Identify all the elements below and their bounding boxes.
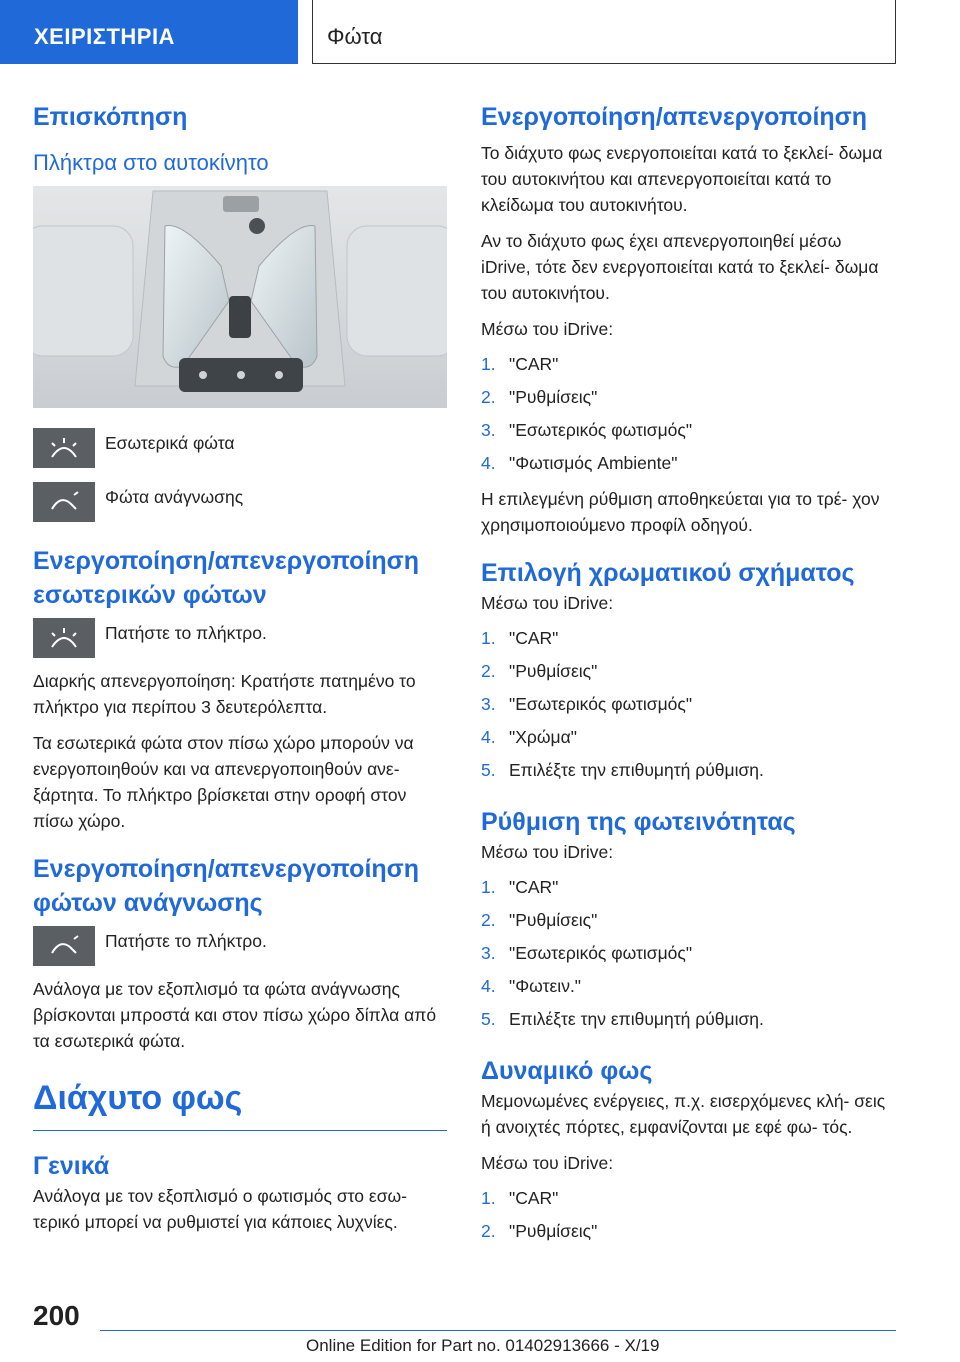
list-item: 3. "Εσωτερικός φωτισμός"	[481, 943, 693, 963]
reading-light-icon	[33, 926, 95, 966]
press-button-text: Πατήστε το πλήκτρο.	[105, 623, 267, 643]
heading-buttons: Πλήκτρα στο αυτοκίνητο	[33, 150, 269, 175]
steps-list-4	[481, 1182, 895, 1248]
header-section: ΧΕΙΡΙΣΤΗΡΙΑ	[0, 0, 298, 64]
interior-light-icon	[33, 618, 95, 658]
dynamic-text: Μεμονωμένες ενέργειες, π.χ. εισερχόμενες κλή- σεις ή ανοιχτές πόρτες, εμφανίζονται με εφέ φω- τός.	[481, 1091, 886, 1137]
list-item: 2. "Ρυθμίσεις"	[481, 1221, 598, 1241]
heading-general: Γενικά	[33, 1152, 110, 1180]
heading-ambient-onoff: Ενεργοποίηση/απενεργοποίηση	[481, 103, 868, 131]
list-item: 3. "Εσωτερικός φωτισμός"	[481, 420, 693, 440]
list-item: 1. "CAR"	[481, 628, 559, 648]
steps-list-3	[481, 871, 895, 1036]
via-idrive-text: Μέσω του iDrive:	[481, 1153, 614, 1173]
list-item: 4. "Φωτισμός Ambiente"	[481, 453, 678, 473]
reading-info-text: Ανάλογα με τον εξοπλισμό τα φώτα ανάγνωσης βρίσκονται μπροστά και στον πίσω χώρο δίπλα από τα εσωτερικά φώτα.	[33, 979, 437, 1051]
list-item: 5. Επιλέξτε την επιθυμητή ρύθμιση.	[481, 1009, 764, 1029]
header-chapter: Φώτα	[312, 0, 896, 64]
heading-overview: Επισκόπηση	[33, 103, 188, 131]
list-item: 2. "Ρυθμίσεις"	[481, 910, 598, 930]
heading-brightness: Ρύθμιση της φωτεινότητας	[481, 808, 796, 836]
heading-ambient-light: Διάχυτο φως	[33, 1079, 243, 1117]
reading-light-icon	[33, 482, 95, 522]
permanent-off-text: Διαρκής απενεργοποίηση: Κρατήστε πατημένο το πλήκτρο για περίπου 3 δευτερόλεπτα.	[33, 671, 416, 717]
general-text: Ανάλογα με τον εξοπλισμό ο φωτισμός στο εσω- τερικό μπορεί να ρυθμιστεί για κάποιες λυχνίες.	[33, 1186, 407, 1232]
heading-dynamic-light: Δυναμικό φως	[481, 1057, 653, 1085]
interior-light-label: Εσωτερικά φώτα	[105, 433, 235, 453]
roof-console-photo	[33, 186, 447, 408]
list-item: 4. "Χρώμα"	[481, 727, 577, 747]
footer-rule	[100, 1330, 896, 1331]
ambient-p1: Το διάχυτο φως ενεργοποιείται κατά το ξεκλεί- δωμα του αυτοκινήτου και απενεργοποιείται κατά το κλείδωμα του αυτοκινήτου.	[481, 143, 883, 215]
footer-edition: Online Edition for Part no. 01402913666 - X/19	[306, 1336, 660, 1355]
ambient-p2: Αν το διάχυτο φως έχει απενεργοποιηθεί μέσω iDrive, τότε δεν ενεργοποιείται κατά το ξεκλεί- δωμα του αυτοκινήτου.	[481, 231, 879, 303]
list-item: 4. "Φωτειν."	[481, 976, 582, 996]
list-item: 1. "CAR"	[481, 877, 559, 897]
page-number: 200	[33, 1300, 80, 1331]
steps-list-2	[481, 622, 895, 787]
heading-interior-onoff: Ενεργοποίηση/απενεργοποίηση εσωτερικών φώτων	[33, 547, 420, 609]
press-button-text: Πατήστε το πλήκτρο.	[105, 931, 267, 951]
rear-info-text: Τα εσωτερικά φώτα στον πίσω χώρο μπορούν να ενεργοποιηθούν και να απενεργοποιηθούν ανε- ξάρτητα. Το πλήκτρο βρίσκεται στην οροφή στον πίσω χώρο.	[33, 733, 414, 831]
list-item: 1. "CAR"	[481, 354, 559, 374]
ambient-p3: Η επιλεγμένη ρύθμιση αποθηκεύεται για το τρέ- χον χρησιμοποιούμενο προφίλ οδηγού.	[481, 489, 880, 535]
list-item: 1. "CAR"	[481, 1188, 559, 1208]
steps-list-1	[481, 348, 895, 480]
left-column	[33, 100, 447, 1235]
heading-color-scheme: Επιλογή χρωματικού σχήματος	[481, 559, 855, 587]
list-item: 2. "Ρυθμίσεις"	[481, 661, 598, 681]
list-item: 5. Επιλέξτε την επιθυμητή ρύθμιση.	[481, 760, 764, 780]
list-item: 3. "Εσωτερικός φωτισμός"	[481, 694, 693, 714]
right-column	[481, 100, 895, 1248]
heading-reading-onoff: Ενεργοποίηση/απενεργοποίηση φώτων ανάγνωσης	[33, 855, 420, 917]
interior-light-icon	[33, 428, 95, 468]
via-idrive-text: Μέσω του iDrive:	[481, 319, 614, 339]
via-idrive-text: Μέσω του iDrive:	[481, 593, 614, 613]
list-item: 2. "Ρυθμίσεις"	[481, 387, 598, 407]
via-idrive-text: Μέσω του iDrive:	[481, 842, 614, 862]
reading-light-label: Φώτα ανάγνωσης	[105, 487, 244, 507]
